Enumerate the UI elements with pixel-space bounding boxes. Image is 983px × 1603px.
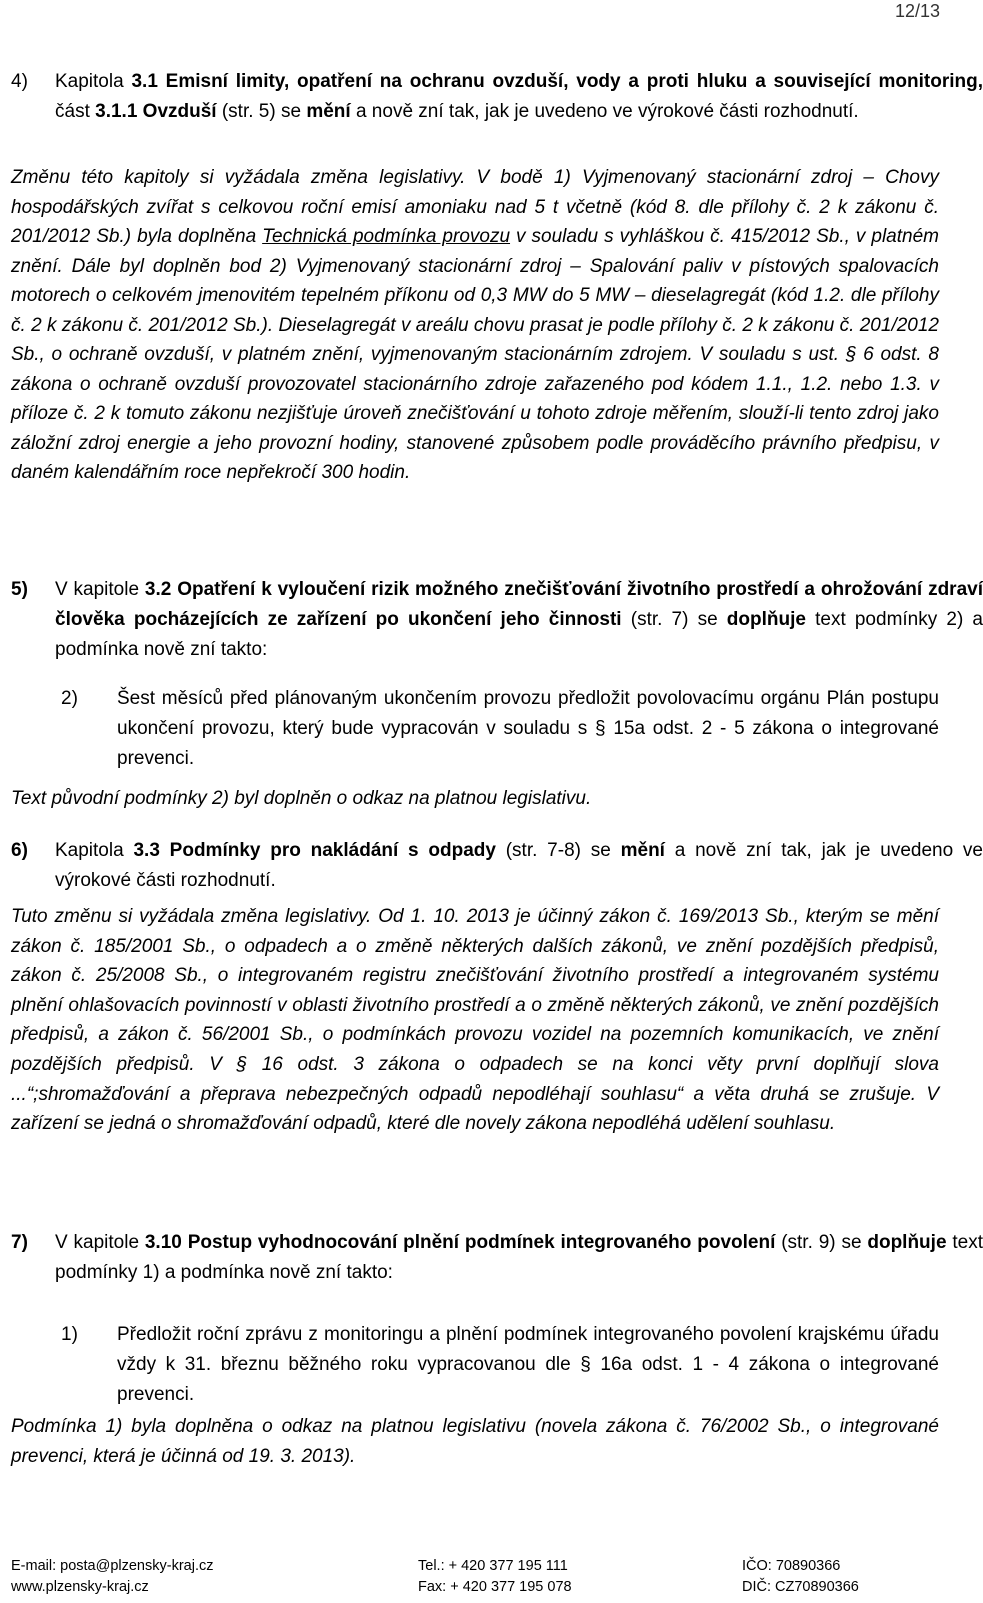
section-5-condition-item: 2) Šest měsíců před plánovaným ukončením provozu předložit povolovacímu orgánu Plán postupu ukončení provozu, který bude vypracován v souladu s § 15a odst. 2 - 5 zákona o integrované prevenci.	[11, 684, 939, 774]
section-4-paragraph: Změnu této kapitoly si vyžádala změna legislativy. V bodě 1) Vyjmenovaný stacionární zdroj – Chovy hospodářských zvířat s celkovou roční emisí amoniaku nad 5 t včetně (kód 8. dle přílohy č. 2 k zákonu č. 201/2012 Sb.) byla doplněna Technická podmínka provozu v souladu s vyhláškou č. 415/2012 Sb., v platném znění. Dále byl doplněn bod 2) Vyjmenovaný stacionární zdroj – Spalování paliv v pístových spalovacích motorech o celkovém jmenovitém tepelném příkonu od 0,3 MW do 5 MW – dieselagregát (kód 1.2. dle přílohy č. 2 k zákonu č. 201/2012 Sb.). Dieselagregát v areálu chovu prasat je podle přílohy č. 2 k zákonu č. 201/2012 Sb., o ochraně ovzduší, v platném znění, vyjmenovaným stacionárním zdrojem. V souladu s ust. § 6 odst. 8 zákona o ochraně ovzduší provozovatel stacionárního zdroje zařazeného pod kódem 1.1., 1.2. nebo 1.3. v příloze č. 2 k tomuto zákonu nezjišťuje úroveň znečišťování u tohoto zdroje měřením, slouží-li tento zdroj jako záložní zdroj energie a jeho provozní hodiny, stanovené způsobem podle prováděcího právního předpisu, v daném kalendářním roce nepřekročí 300 hodin.	[11, 167, 939, 483]
footer-email[interactable]: E-mail: posta@plzensky-kraj.cz	[11, 1558, 214, 1574]
section-7-note: Podmínka 1) byla doplněna o odkaz na platnou legislativu (novela zákona č. 76/2002 Sb., o integrované prevenci, která je účinná od 19. 3. 2013).	[11, 1416, 939, 1467]
technical-condition-link-text: Technická podmínka provozu	[262, 226, 511, 247]
footer-fax: Fax: + 420 377 195 078	[418, 1579, 572, 1595]
section-4-heading: 4) Kapitola 3.1 Emisní limity, opatření na ochranu ovzduší, vody a proti hluku a související monitoring, část 3.1.1 Ovzduší (str. 5) se mění a nově zní tak, jak je uvedeno ve výrokové části rozhodnutí.	[11, 67, 983, 127]
footer-dic: DIČ: CZ70890366	[742, 1579, 859, 1595]
condition-1-number: 1)	[61, 1324, 78, 1345]
footer-ico: IČO: 70890366	[742, 1558, 841, 1574]
section-6-number: 6)	[11, 840, 28, 861]
section-5-number: 5)	[11, 579, 28, 600]
page-number: 12/13	[894, 1, 940, 21]
footer-website[interactable]: www.plzensky-kraj.cz	[11, 1579, 149, 1595]
footer-phone: Tel.: + 420 377 195 111	[418, 1558, 568, 1574]
section-6-heading: 6) Kapitola 3.3 Podmínky pro nakládání s odpady (str. 7-8) se mění a nově zní tak, jak je uvedeno ve výrokové části rozhodnutí.	[11, 836, 983, 896]
section-5-note: Text původní podmínky 2) byl doplněn o odkaz na platnou legislativu.	[11, 788, 592, 809]
section-7-number: 7)	[11, 1232, 28, 1253]
section-7-heading: 7) V kapitole 3.10 Postup vyhodnocování plnění podmínek integrovaného povolení (str. 9) se doplňuje text podmínky 1) a podmínka nově zní takto:	[11, 1228, 983, 1288]
section-5-heading: 5) V kapitole 3.2 Opatření k vyloučení rizik možného znečišťování životního prostředí a ohrožování zdraví člověka pocházejících ze zařízení po ukončení jeho činnosti (str. 7) se doplňuje text podmínky 2) a podmínka nově zní takto:	[11, 575, 983, 665]
section-6-paragraph: Tuto změnu si vyžádala změna legislativy. Od 1. 10. 2013 je účinný zákon č. 169/2013 Sb., kterým se mění zákon č. 185/2001 Sb., o odpadech a o změně některých dalších zákonů, ve znění pozdějších předpisů, zákon č. 25/2008 Sb., o integrovaném registru znečišťování životního prostředí a integrovaném systému plnění ohlašovacích povinností v oblasti životního prostředí a o změně některých zákonů, ve znění pozdějších předpisů, a zákon č. 56/2001 Sb., o podmínkách provozu vozidel na pozemních komunikacích, ve znění pozdějších předpisů. V § 16 odst. 3 zákona o odpadech se na konci věty první doplňují slova ...“;shromažďování a přeprava nebezpečných odpadů nepodléhají souhlasu“ a věta druhá se zrušuje. V zařízení se jedná o shromažďování odpadů, které dle novely zákona nepodléhá udělení souhlasu.	[11, 906, 939, 1135]
section-4-number: 4)	[11, 71, 28, 92]
section-7-condition-item: 1) Předložit roční zprávu z monitoringu a plnění podmínek integrovaného povolení krajskému úřadu vždy k 31. březnu běžného roku vypracovanou dle § 16a odst. 1 - 4 zákona o integrované prevenci.	[11, 1320, 939, 1410]
condition-2-number: 2)	[61, 688, 78, 709]
